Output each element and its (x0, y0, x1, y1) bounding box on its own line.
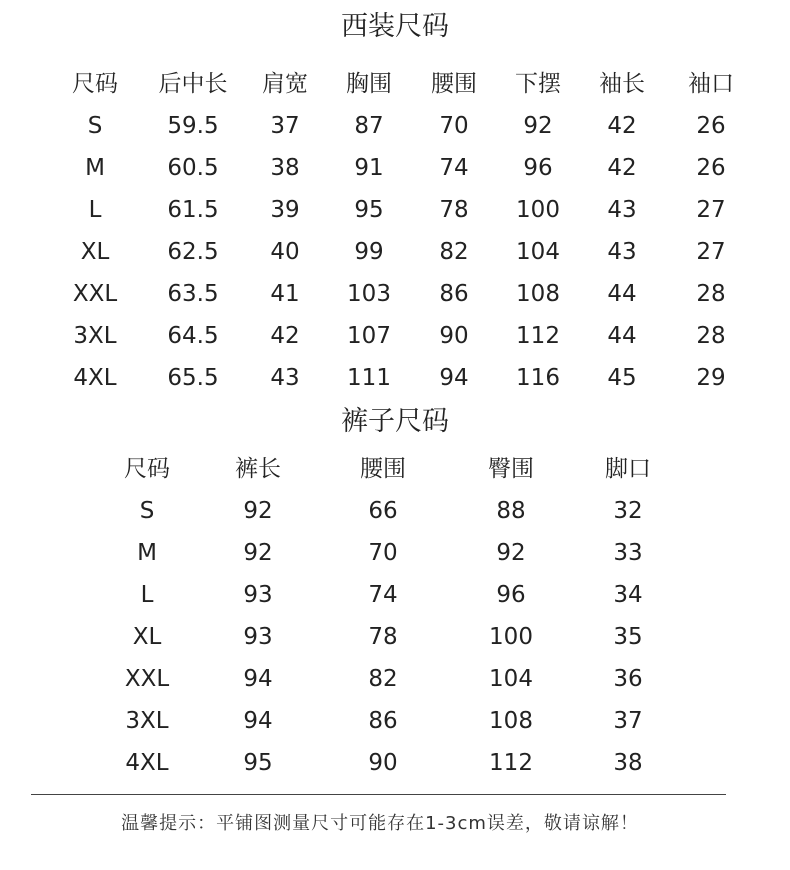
pants-table-cell: 112 (489, 750, 533, 776)
pants-table-cell: 37 (613, 708, 643, 734)
suit-table-cell: 96 (523, 155, 553, 181)
pants-table-cell: 34 (613, 582, 643, 608)
suit-table-cell: 60.5 (167, 155, 219, 181)
suit-table-cell: M (85, 155, 105, 181)
suit-table-cell: 82 (439, 239, 469, 265)
suit-table-cell: S (87, 113, 103, 139)
pants-table-cell: 4XL (125, 750, 169, 776)
pants-table-cell: 94 (243, 708, 273, 734)
suit-header-cell: 腰围 (431, 71, 477, 97)
pants-table-cell: 96 (496, 582, 526, 608)
pants-table-cell: 86 (368, 708, 398, 734)
suit-table-cell: 43 (607, 197, 637, 223)
pants-table-cell: 92 (496, 540, 526, 566)
pants-table-cell: 100 (489, 624, 533, 650)
suit-table-cell: 28 (696, 323, 726, 349)
pants-table-cell: M (137, 540, 157, 566)
pants-table-cell: 70 (368, 540, 398, 566)
suit-table-cell: 103 (347, 281, 391, 307)
pants-table-cell: 108 (489, 708, 533, 734)
divider (31, 794, 726, 795)
suit-header-cell: 袖长 (599, 71, 645, 97)
suit-table-cell: 94 (439, 365, 469, 391)
pants-table-cell: 38 (613, 750, 643, 776)
pants-table-cell: 93 (243, 624, 273, 650)
suit-table-cell: XXL (72, 281, 118, 307)
suit-header-cell: 肩宽 (262, 71, 308, 97)
suit-table-cell: 3XL (73, 323, 117, 349)
pants-table-cell: 78 (368, 624, 398, 650)
suit-table-cell: 78 (439, 197, 469, 223)
suit-table-cell: 100 (516, 197, 560, 223)
pants-size-title: 裤子尺码 (341, 406, 449, 437)
suit-table-cell: 38 (270, 155, 300, 181)
suit-table-cell: 29 (696, 365, 726, 391)
pants-header-cell: 裤长 (235, 456, 281, 482)
pants-table-cell: 33 (613, 540, 643, 566)
suit-table-cell: 61.5 (167, 197, 219, 223)
suit-table-cell: 43 (270, 365, 300, 391)
pants-table-cell: XL (132, 624, 162, 650)
pants-header-cell: 臀围 (488, 456, 534, 482)
pants-table-cell: 94 (243, 666, 273, 692)
pants-table-cell: S (139, 498, 155, 524)
suit-table-cell: 28 (696, 281, 726, 307)
suit-table-cell: 112 (516, 323, 560, 349)
suit-table-cell: 27 (696, 239, 726, 265)
pants-table-cell: 3XL (125, 708, 169, 734)
suit-table-cell: 42 (607, 155, 637, 181)
pants-header-cell: 腰围 (360, 456, 406, 482)
pants-table-cell: 92 (243, 540, 273, 566)
pants-table-cell: 66 (368, 498, 398, 524)
suit-table-cell: 74 (439, 155, 469, 181)
pants-header-cell: 脚口 (605, 456, 651, 482)
suit-table-cell: 99 (354, 239, 384, 265)
suit-table-cell: 90 (439, 323, 469, 349)
pants-table-cell: 93 (243, 582, 273, 608)
pants-table-cell: 36 (613, 666, 643, 692)
suit-table-cell: 45 (607, 365, 637, 391)
suit-table-cell: 64.5 (167, 323, 219, 349)
pants-header-cell: 尺码 (124, 456, 170, 482)
suit-table-cell: 27 (696, 197, 726, 223)
suit-table-cell: 108 (516, 281, 560, 307)
suit-table-cell: 42 (270, 323, 300, 349)
suit-header-cell: 下摆 (515, 71, 561, 97)
suit-table-cell: 44 (607, 281, 637, 307)
suit-table-cell: 87 (354, 113, 384, 139)
suit-header-cell: 胸围 (346, 71, 392, 97)
suit-table-cell: L (88, 197, 102, 223)
suit-table-cell: 92 (523, 113, 553, 139)
suit-table-cell: 95 (354, 197, 384, 223)
suit-table-cell: 65.5 (167, 365, 219, 391)
suit-table-cell: 42 (607, 113, 637, 139)
suit-table-cell: 26 (696, 155, 726, 181)
suit-table-cell: 40 (270, 239, 300, 265)
suit-table-cell: 104 (516, 239, 560, 265)
pants-table-cell: 95 (243, 750, 273, 776)
measurement-note: 温馨提示：平铺图测量尺寸可能存在1-3cm误差，敬请谅解！ (121, 813, 639, 834)
pants-table-cell: 82 (368, 666, 398, 692)
suit-table-cell: 70 (439, 113, 469, 139)
pants-table-cell: 90 (368, 750, 398, 776)
pants-table-cell: 74 (368, 582, 398, 608)
suit-table-cell: 111 (347, 365, 391, 391)
suit-table-cell: 59.5 (167, 113, 219, 139)
pants-table-cell: 32 (613, 498, 643, 524)
pants-table-cell: 104 (489, 666, 533, 692)
pants-table-cell: XXL (124, 666, 170, 692)
suit-table-cell: 39 (270, 197, 300, 223)
suit-table-cell: 91 (354, 155, 384, 181)
suit-table-cell: 37 (270, 113, 300, 139)
suit-header-cell: 尺码 (72, 71, 118, 97)
suit-header-cell: 袖口 (688, 71, 734, 97)
pants-table-cell: 92 (243, 498, 273, 524)
suit-table-cell: 4XL (73, 365, 117, 391)
suit-table-cell: 43 (607, 239, 637, 265)
suit-table-cell: 107 (347, 323, 391, 349)
suit-table-cell: 86 (439, 281, 469, 307)
suit-table-cell: XL (80, 239, 110, 265)
suit-table-cell: 62.5 (167, 239, 219, 265)
suit-table-cell: 116 (516, 365, 560, 391)
suit-table-cell: 63.5 (167, 281, 219, 307)
suit-table-cell: 44 (607, 323, 637, 349)
pants-table-cell: L (140, 582, 154, 608)
suit-table-cell: 41 (270, 281, 300, 307)
pants-table-cell: 35 (613, 624, 643, 650)
suit-size-title: 西装尺码 (341, 11, 449, 42)
pants-table-cell: 88 (496, 498, 526, 524)
suit-header-cell: 后中长 (158, 71, 228, 97)
suit-table-cell: 26 (696, 113, 726, 139)
